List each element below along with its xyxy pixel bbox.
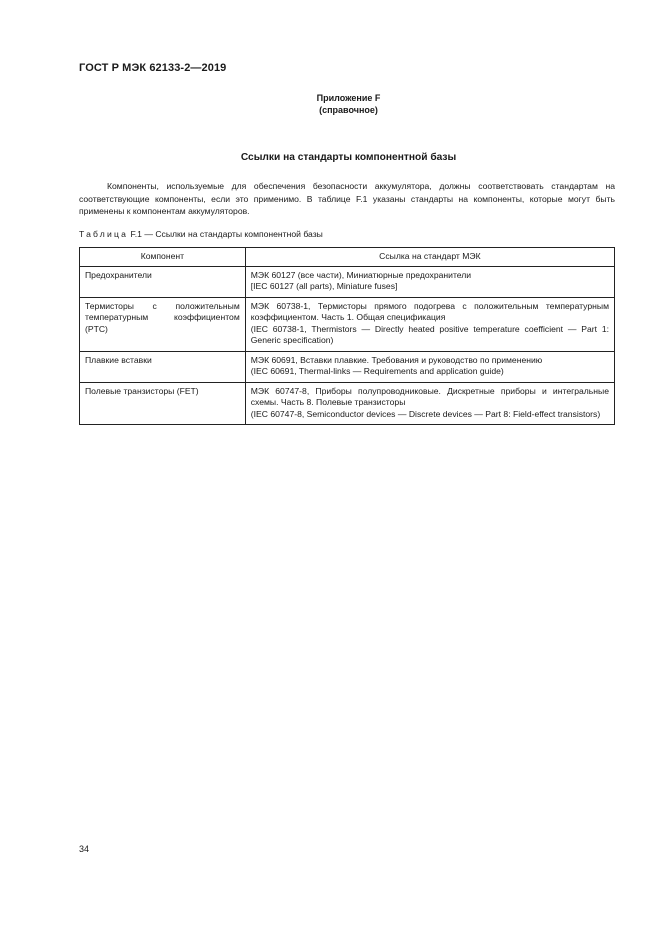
reference-line: (IEC 60738-1, Thermistors — Directly heated positive temperature coefficient — Part 1: Generic specification) (250, 323, 609, 345)
reference-line: (IEC 60747-8, Semiconductor devices — Discrete devices — Part 8: Field-effect transistors) (250, 408, 601, 419)
intro-paragraph-block (79, 180, 615, 218)
section-title: Ссылки на стандарты компонентной базы (240, 152, 457, 163)
reference-line: МЭК 60691, Вставки плавкие. Требования и руководство по применению (250, 354, 543, 365)
annex-title: Приложение F (316, 93, 381, 103)
page-number: 34 (79, 844, 90, 854)
table-row (80, 266, 615, 297)
table-row (80, 297, 615, 351)
component-cell: Полевые транзисторы (FET) (80, 382, 246, 425)
table-header-row (80, 248, 615, 267)
reference-cell (245, 266, 614, 297)
component-cell: Плавкие вставки (80, 351, 246, 382)
reference-line: МЭК 60747-8, Приборы полупроводниковые. Дискретные приборы и интегральные схемы. Часть 8. Полевые транзисторы (250, 385, 609, 407)
reference-cell (245, 297, 614, 351)
column-header-reference: Ссылка на стандарт МЭК (245, 248, 614, 267)
reference-line: МЭК 60738-1, Термисторы прямого подогрева с положительным температурным коэффициентом. Часть 1. Общая спецификация (250, 300, 609, 322)
reference-cell (245, 382, 614, 425)
table-caption (79, 229, 323, 239)
standard-designation: ГОСТ Р МЭК 62133-2—2019 (79, 62, 227, 74)
reference-table (79, 247, 615, 425)
column-header-component: Компонент (80, 248, 246, 267)
table-row (80, 382, 615, 425)
reference-line: (IEC 60691, Thermal-links — Requirements and application guide) (250, 366, 504, 376)
component-cell: Термисторы с положительным температурным коэффициентом (PTC) (80, 297, 246, 351)
component-cell: Предохранители (80, 266, 246, 297)
reference-line: МЭК 60127 (все части), Миниатюрные предохранители (250, 269, 472, 280)
table-caption-text: F.1 — Ссылки на стандарты компонентной базы (130, 229, 323, 239)
intro-paragraph: Компоненты, используемые для обеспечения безопасности аккумулятора, должны соответствовать стандартам на соответствующие компоненты, если это применимо. В таблице F.1 указаны стандарты на компоненты, которые могут быть применены к компонентам аккумуляторов. (79, 181, 615, 216)
annex-heading (0, 92, 661, 116)
reference-line: [IEC 60127 (all parts), Miniature fuses] (250, 281, 398, 291)
annex-subtitle: (справочное) (319, 105, 378, 115)
table-row (80, 351, 615, 382)
reference-cell (245, 351, 614, 382)
table-caption-label: Таблица (79, 229, 129, 239)
